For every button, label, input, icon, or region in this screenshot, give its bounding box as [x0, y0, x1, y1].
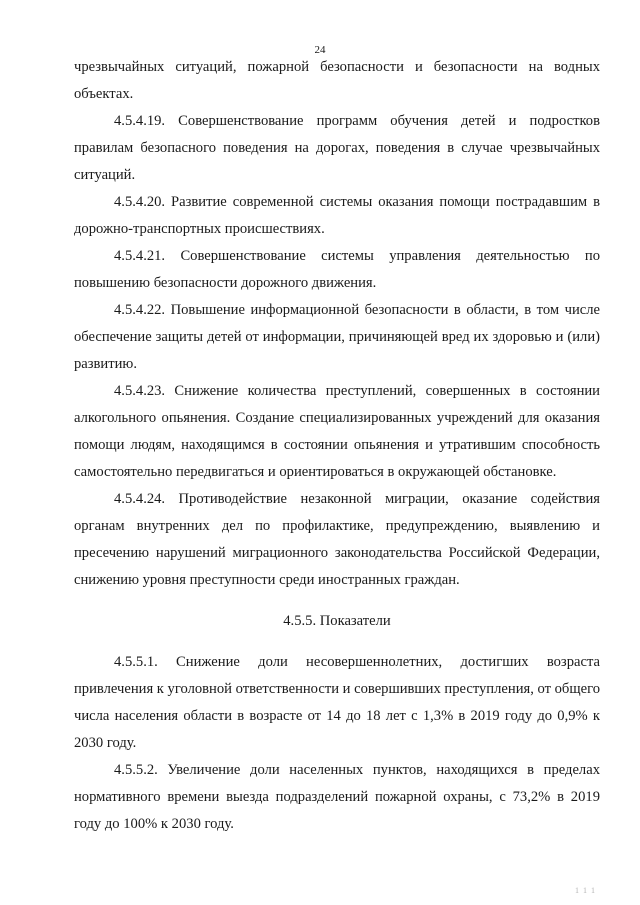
section-heading: 4.5.5. Показатели	[283, 613, 391, 629]
paragraph-4-5-4-22: 4.5.4.22. Повышение информационной безопасности в области, в том числе обеспечение защиты детей от информации, причиняющей вред их здоровью и (или) развитию.	[74, 302, 600, 372]
paragraph-continuation: чрезвычайных ситуаций, пожарной безопасности и безопасности на водных объектах.	[74, 59, 600, 102]
indicator-4-5-5-1: 4.5.5.1. Снижение доли несовершеннолетних, достигших возраста привлечения к уголовной ответственности и совершивших преступления, от общего числа населения области в возрасте от 14 до 18 лет с 1,3% в 2019 году до 0,9% к 2030 году.	[74, 654, 600, 751]
document-body	[74, 54, 600, 838]
scan-mark: 1 1 1	[575, 886, 596, 895]
paragraph-4-5-4-20: 4.5.4.20. Развитие современной системы оказания помощи пострадавшим в дорожно-транспортных происшествиях.	[74, 194, 600, 237]
paragraph-4-5-4-23: 4.5.4.23. Снижение количества преступлений, совершенных в состоянии алкогольного опьянения. Создание специализированных учреждений для оказания помощи людям, находящимся в состоянии опьянения и утратившим способность самостоятельно передвигаться и ориентироваться в окружающей обстановке.	[74, 383, 600, 480]
indicator-4-5-5-2: 4.5.5.2. Увеличение доли населенных пунктов, находящихся в пределах нормативного времени выезда подразделений пожарной охраны, с 73,2% в 2019 году до 100% к 2030 году.	[74, 762, 600, 832]
paragraph-4-5-4-21: 4.5.4.21. Совершенствование системы управления деятельностью по повышению безопасности дорожного движения.	[74, 248, 600, 291]
paragraph-4-5-4-24: 4.5.4.24. Противодействие незаконной миграции, оказание содействия органам внутренних дел по профилактике, предупреждению, выявлению и пресечению нарушений миграционного законодательства Российской Федерации, снижению уровня преступности среди иностранных граждан.	[74, 491, 600, 588]
page-number: 24	[314, 44, 326, 56]
paragraph-4-5-4-19: 4.5.4.19. Совершенствование программ обучения детей и подростков правилам безопасного поведения на дорогах, поведения в случае чрезвычайных ситуаций.	[74, 113, 600, 183]
